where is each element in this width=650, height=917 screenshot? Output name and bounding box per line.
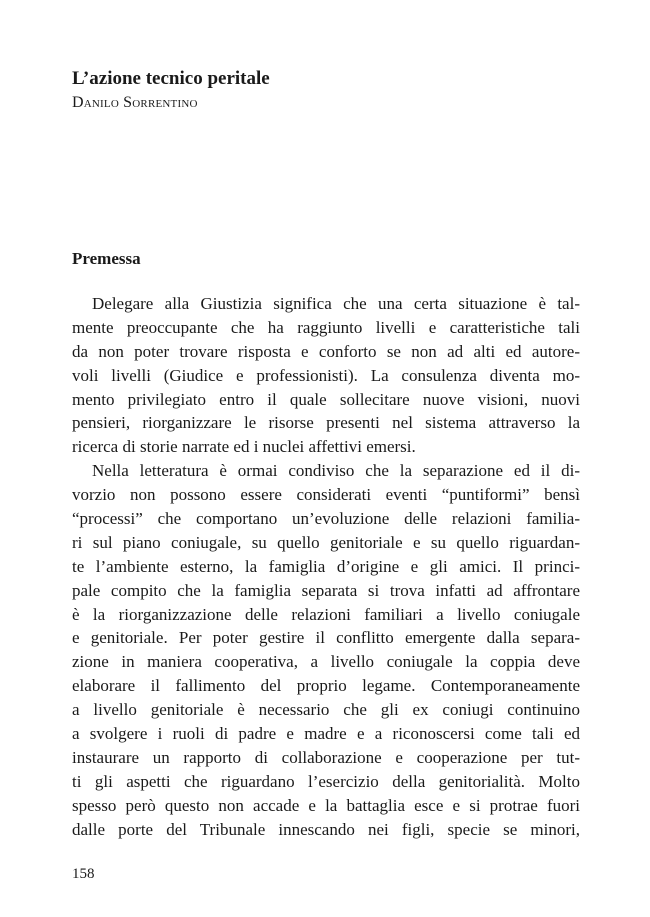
section-heading: Premessa bbox=[72, 249, 141, 268]
text-line: ri sul piano coniugale, su quello genitoriale e su quello riguardan- bbox=[72, 532, 580, 552]
text-line: e genitoriale. Per poter gestire il conflitto emergente dalla separa- bbox=[72, 628, 580, 648]
text-line: Nella letteratura è ormai condiviso che la separazione ed il di- bbox=[92, 461, 580, 481]
text-line: a svolgere i ruoli di padre e madre e a riconoscersi come tali ed bbox=[72, 724, 580, 744]
text-line: elaborare il fallimento del proprio legame. Contemporaneamente bbox=[72, 676, 580, 696]
chapter-title: L’azione tecnico peritale bbox=[72, 68, 270, 89]
text-line: zione in maniera cooperativa, a livello coniugale la coppia deve bbox=[72, 652, 580, 672]
text-line: vorzio non possono essere considerati eventi “puntiformi” bensì bbox=[72, 485, 580, 505]
text-line: te l’ambiente esterno, la famiglia d’origine e gli amici. Il princi- bbox=[72, 556, 580, 576]
text-line: mento privilegiato entro il quale sollecitare nuove visioni, nuovi bbox=[72, 389, 580, 409]
text-line: spesso però questo non accade e la battaglia esce e si protrae fuori bbox=[72, 795, 580, 815]
page-number: 158 bbox=[72, 866, 95, 882]
body-text bbox=[72, 292, 580, 841]
text-line: Delegare alla Giustizia significa che una certa situazione è tal- bbox=[92, 294, 580, 313]
author-name: Danilo Sorrentino bbox=[72, 94, 198, 111]
text-line: da non poter trovare risposta e conforto se non ad alti ed autore- bbox=[72, 341, 580, 361]
text-line: pensieri, riorganizzare le risorse presenti nel sistema attraverso la bbox=[72, 413, 580, 433]
text-line: è la riorganizzazione delle relazioni familiari a livello coniugale bbox=[72, 604, 580, 624]
text-line: mente preoccupante che ha raggiunto livelli e caratteristiche tali bbox=[72, 317, 580, 337]
text-line: ricerca di storie narrate ed i nuclei affettivi emersi. bbox=[72, 437, 416, 457]
text-line: dalle porte del Tribunale innescando nei figli, specie se minori, bbox=[72, 819, 580, 839]
text-line: voli livelli (Giudice e professionisti). La consulenza diventa mo- bbox=[72, 365, 580, 385]
text-line: instaurare un rapporto di collaborazione e cooperazione per tut- bbox=[72, 747, 580, 767]
text-line: pale compito che la famiglia separata si trova infatti ad affrontare bbox=[72, 580, 580, 600]
text-line: “processi” che comportano un’evoluzione delle relazioni familia- bbox=[72, 509, 580, 529]
text-line: ti gli aspetti che riguardano l’esercizio della genitorialità. Molto bbox=[72, 771, 580, 791]
text-line: a livello genitoriale è necessario che gli ex coniugi continuino bbox=[72, 700, 580, 720]
